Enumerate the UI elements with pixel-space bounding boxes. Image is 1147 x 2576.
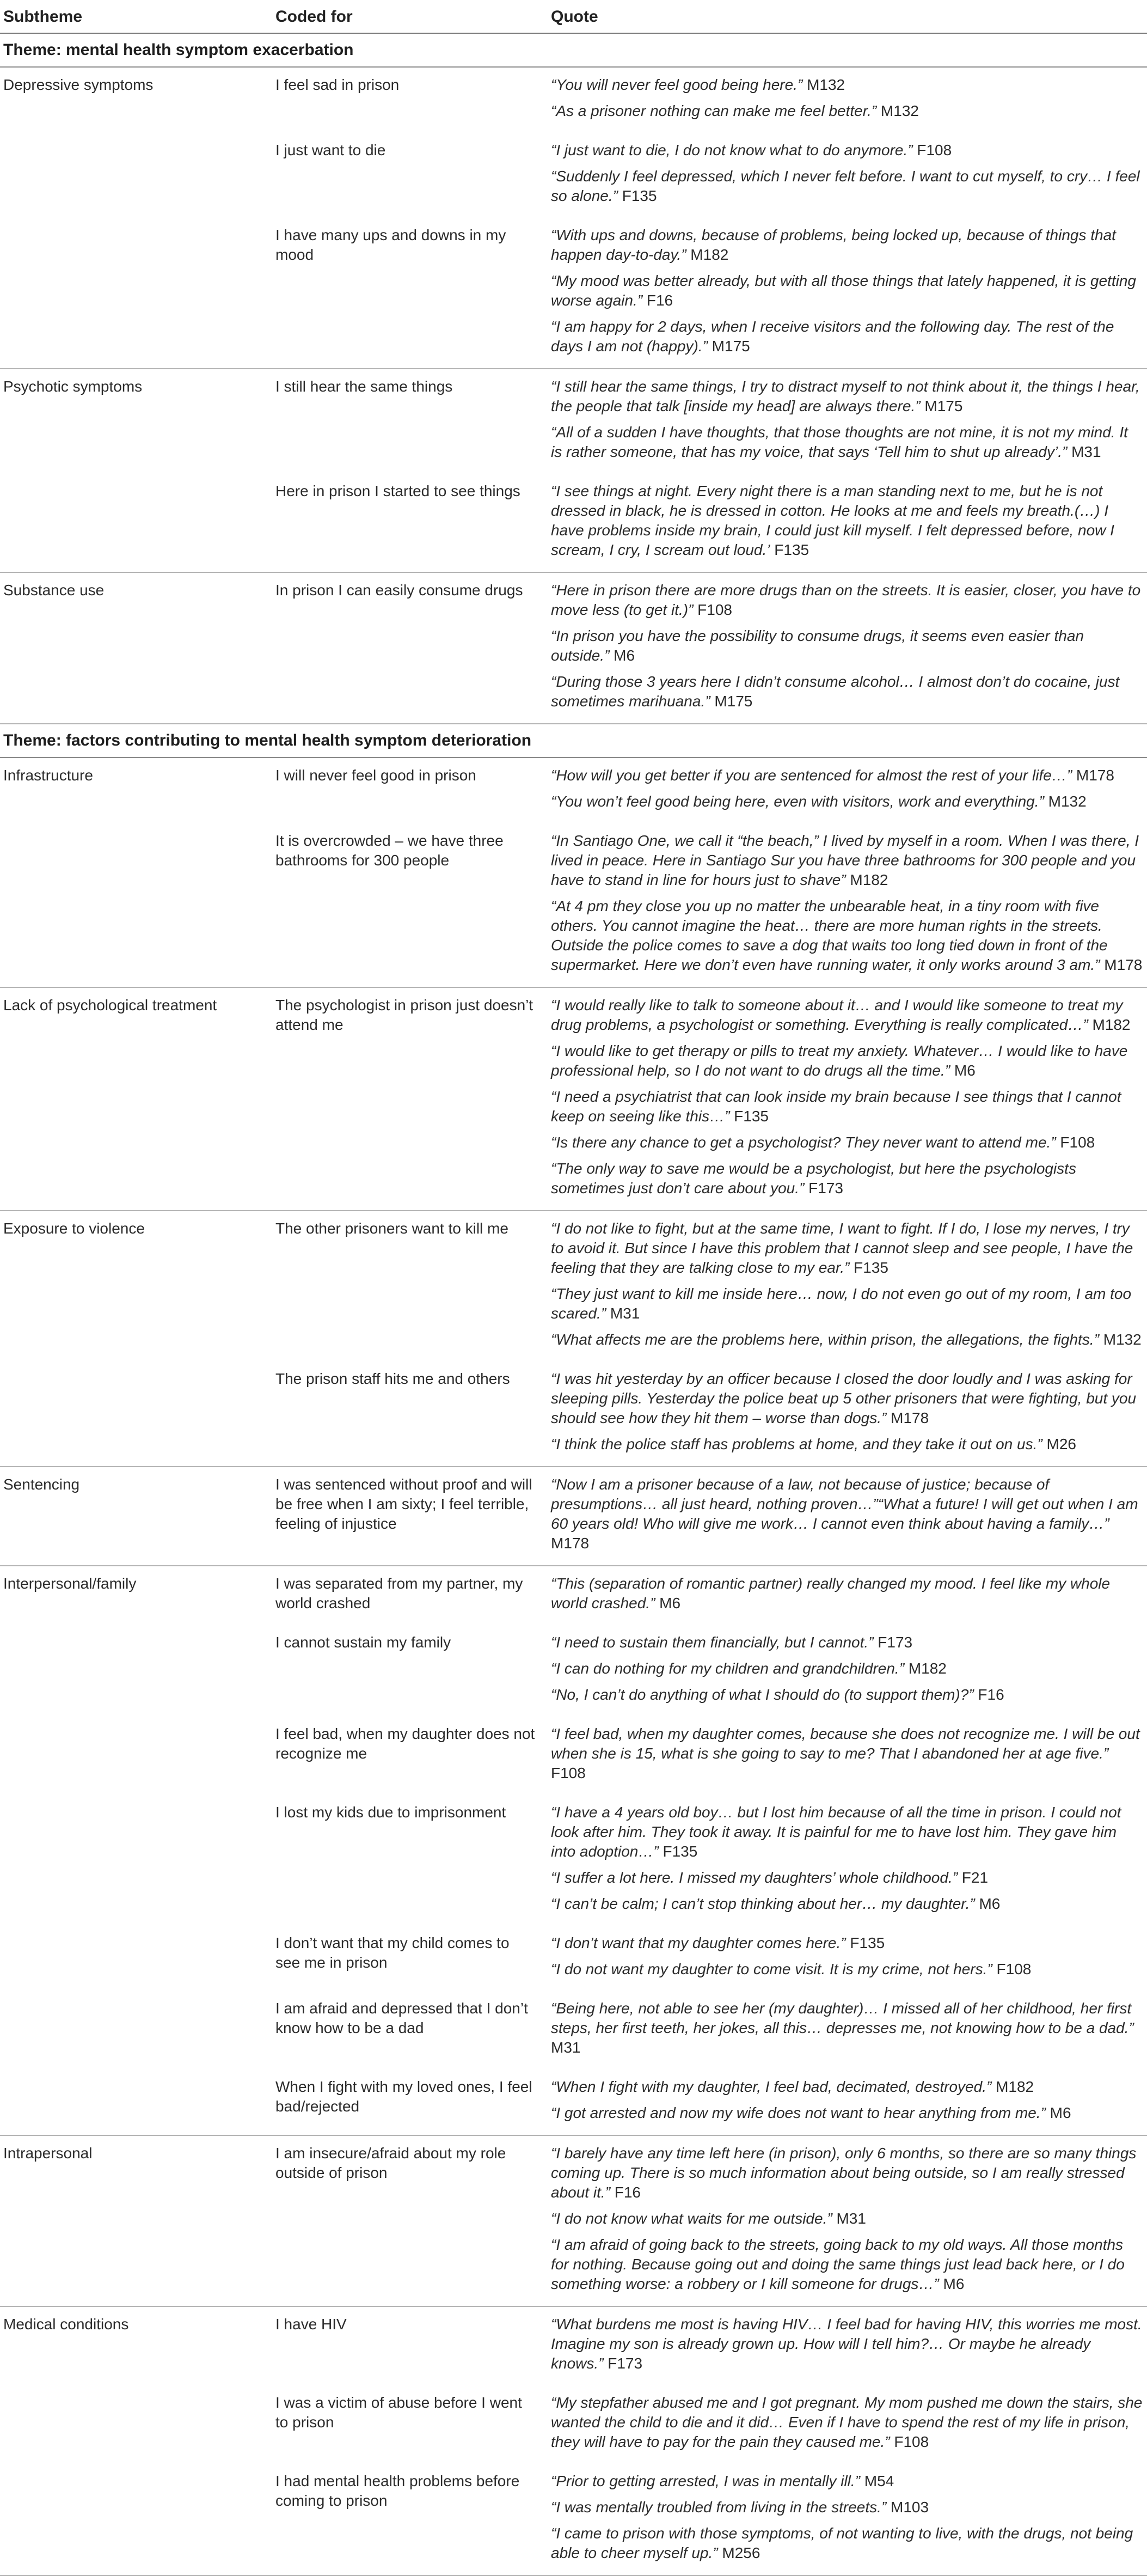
subtheme-name: Psychotic symptoms — [3, 378, 143, 395]
participant-id: F135 — [845, 1934, 885, 1951]
quote-text: “All of a sudden I have thoughts, that those thoughts are not mine, it is not my mind. It is rather someone, that has my voice, that says ‘Tell him to shut up already’.” — [551, 424, 1128, 460]
table-row — [0, 67, 1147, 133]
quote-text: “I am happy for 2 days, when I receive visitors and the following day. The rest of the days I am not (happy).” — [551, 318, 1114, 355]
quote — [551, 225, 1143, 265]
quote — [551, 2144, 1143, 2202]
quote — [551, 1659, 1143, 1678]
quote — [551, 2393, 1143, 2452]
quote-cell — [548, 1566, 1147, 1625]
participant-id: F108 — [992, 1961, 1032, 1977]
quote-cell — [548, 572, 1147, 724]
quote — [551, 1284, 1143, 1323]
coded-for-label: When I fight with my loved ones, I feel bad/rejected — [275, 2078, 532, 2115]
participant-id: F16 — [642, 292, 673, 309]
quote-text: “Is there any chance to get a psychologist? They never want to attend me.” — [551, 1134, 1056, 1151]
quote-text: “Being here, not able to see her (my daughter)… I missed all of her childhood, her first steps, her first teeth, her jokes, all this… depresses me, not knowing how to be a dad.” — [551, 2000, 1134, 2036]
coded-for-cell — [272, 987, 548, 1211]
subtheme-cell — [0, 133, 272, 218]
participant-id: F135 — [617, 187, 657, 204]
table-row — [0, 133, 1147, 218]
coded-for-cell — [272, 1991, 548, 2070]
quote — [551, 1724, 1143, 1783]
participant-id: F108 — [890, 2433, 929, 2450]
quote — [551, 1574, 1143, 1613]
quote — [551, 1369, 1143, 1428]
participant-id: M175 — [710, 693, 753, 710]
quote-cell — [548, 2385, 1147, 2464]
quote — [551, 2471, 1143, 2491]
quote-text: “I have a 4 years old boy… but I lost him because of all the time in prison. I could not look after him. They took it away. It is painful for me to have lost him. They gave him into adoption…” — [551, 1804, 1121, 1860]
coded-for-label: I was a victim of abuse before I went to prison — [275, 2394, 522, 2431]
quote — [551, 481, 1143, 560]
participant-id: F135 — [729, 1108, 769, 1125]
quote — [551, 271, 1143, 310]
subtheme-cell — [0, 1625, 272, 1717]
coded-for-cell — [272, 133, 548, 218]
coded-for-label: I feel sad in prison — [275, 76, 400, 93]
quote-text: “In prison you have the possibility to consume drugs, it seems even easier than outside.” — [551, 627, 1084, 664]
participant-id: M175 — [920, 398, 963, 414]
header-row — [0, 0, 1147, 33]
coded-for-cell — [272, 2464, 548, 2575]
quote-cell — [548, 2464, 1147, 2575]
coded-for-label: I was separated from my partner, my world crashed — [275, 1575, 523, 1611]
participant-id: F21 — [958, 1869, 989, 1886]
quote-cell — [548, 1795, 1147, 1926]
quote — [551, 2103, 1143, 2123]
subtheme-cell — [0, 572, 272, 724]
quote — [551, 2209, 1143, 2229]
quote-text: “I see things at night. Every night there is a man standing next to me, but he is not dressed in black, he is dressed in cotton. He looks at me and feels my breath.(…) I have problems inside my brain, I could just kill myself. I felt depressed before, now I scream, I cry, I scream out loud.’ — [551, 483, 1114, 558]
quote — [551, 1960, 1143, 1979]
subtheme-cell — [0, 2464, 272, 2575]
participant-id: M175 — [707, 338, 750, 355]
coded-for-cell — [272, 2135, 548, 2306]
subtheme-cell — [0, 474, 272, 572]
coded-for-label: I had mental health problems before coming to prison — [275, 2473, 520, 2509]
quote — [551, 1159, 1143, 1198]
table-row — [0, 758, 1147, 823]
participant-id: M54 — [860, 2473, 894, 2489]
coded-for-cell — [272, 572, 548, 724]
coded-for-label: It is overcrowded – we have three bathrooms for 300 people — [275, 832, 504, 869]
participant-id: F173 — [873, 1634, 913, 1651]
participant-id: M6 — [974, 1895, 1001, 1912]
participant-id: M132 — [1099, 1331, 1142, 1348]
coded-for-cell — [272, 369, 548, 474]
coded-for-cell — [272, 1467, 548, 1566]
subtheme-cell — [0, 1795, 272, 1926]
participant-id: M178 — [1072, 767, 1114, 784]
quote — [551, 317, 1143, 356]
quote — [551, 896, 1143, 975]
table-row — [0, 1211, 1147, 1362]
subtheme-name: Medical conditions — [3, 2316, 129, 2333]
quote-cell — [548, 1362, 1147, 1467]
coded-for-label: The prison staff hits me and others — [275, 1370, 510, 1387]
coded-for-label: In prison I can easily consume drugs — [275, 582, 523, 599]
quote-text: “The only way to save me would be a psychologist, but here the psychologists sometimes just don’t care about you.” — [551, 1160, 1076, 1197]
table-body — [0, 33, 1147, 2575]
quote-text: “Suddenly I feel depressed, which I never felt before. I want to cut myself, to cry… I feel so alone.” — [551, 168, 1140, 204]
coded-for-label: I cannot sustain my family — [275, 1634, 451, 1651]
coded-for-cell — [272, 1795, 548, 1926]
participant-id: M132 — [876, 102, 919, 119]
theme-title: Theme: factors contributing to mental health symptom deterioration — [0, 724, 1147, 758]
coded-for-label: Here in prison I started to see things — [275, 483, 520, 499]
quote — [551, 581, 1143, 620]
subtheme-cell — [0, 758, 272, 823]
coded-for-label: I just want to die — [275, 142, 386, 158]
subtheme-cell — [0, 1991, 272, 2070]
quote-text: “What affects me are the problems here, within prison, the allegations, the fights.” — [551, 1331, 1099, 1348]
quote-text: “I do not want my daughter to come visit. It is my crime, not hers.” — [551, 1961, 992, 1977]
subtheme-cell — [0, 1717, 272, 1795]
participant-id: M6 — [950, 1062, 976, 1079]
quote-text: “They just want to kill me inside here… now, I do not even go out of my room, I am too scared.” — [551, 1285, 1132, 1322]
participant-id: M26 — [1042, 1436, 1076, 1452]
quote-text: “How will you get better if you are sentenced for almost the rest of your life…” — [551, 767, 1072, 784]
participant-id: M6 — [1045, 2104, 1071, 2121]
subtheme-cell — [0, 218, 272, 369]
table-row — [0, 218, 1147, 369]
participant-id: M103 — [886, 2499, 929, 2516]
coded-for-label: I feel bad, when my daughter does not recognize me — [275, 1725, 535, 1762]
quote-cell — [548, 1625, 1147, 1717]
quote — [551, 1633, 1143, 1652]
participant-id: M31 — [832, 2210, 866, 2227]
header-coded-for: Coded for — [272, 0, 548, 33]
quote-cell — [548, 1467, 1147, 1566]
quote — [551, 1475, 1143, 1553]
quote-text: “During those 3 years here I didn’t consume alcohol… I almost don’t do cocaine, just sometimes marihuana.” — [551, 673, 1120, 710]
quote — [551, 377, 1143, 416]
participant-id: M182 — [904, 1660, 947, 1677]
quote-cell — [548, 758, 1147, 823]
quote-text: “At 4 pm they close you up no matter the unbearable heat, in a tiny room with five others. You cannot imagine the heat… there are more human rights in the streets. Outside the police comes to save a dog that waits too long tied down in front of the supermarket. Here we don’t even have running water, it only works around 3 am.” — [551, 898, 1108, 973]
table-row — [0, 1625, 1147, 1717]
coded-for-label: I lost my kids due to imprisonment — [275, 1804, 506, 1821]
header-subtheme: Subtheme — [0, 0, 272, 33]
table-row — [0, 1467, 1147, 1566]
table-row — [0, 369, 1147, 474]
quote — [551, 1041, 1143, 1081]
quote — [551, 1868, 1143, 1888]
quote-text: “I still hear the same things, I try to distract myself to not think about it, the things I hear, the people that talk [inside my head] are always there.” — [551, 378, 1140, 414]
table-row — [0, 2070, 1147, 2135]
quote-text: “I am afraid of going back to the streets, going back to my old ways. All those months for nothing. Because going out and doing the same things just lead back here, or I do something worse: a robbery or I kill someone for drugs…” — [551, 2236, 1125, 2292]
quote-text: “My mood was better already, but with all those things that lately happened, it is getting worse again.” — [551, 272, 1136, 309]
quote — [551, 1803, 1143, 1861]
coded-for-cell — [272, 823, 548, 987]
subtheme-cell — [0, 2070, 272, 2135]
participant-id: M6 — [939, 2275, 965, 2292]
participant-id: F135 — [849, 1259, 888, 1276]
subtheme-cell — [0, 1362, 272, 1467]
quote — [551, 2524, 1143, 2563]
quote — [551, 1999, 1143, 2058]
participant-id: M132 — [1044, 793, 1087, 810]
quote-text: “I just want to die, I do not know what to do anymore.” — [551, 142, 913, 158]
quote-cell — [548, 67, 1147, 133]
quote-text: “I can do nothing for my children and grandchildren.” — [551, 1660, 905, 1677]
coded-for-cell — [272, 1362, 548, 1467]
quote — [551, 167, 1143, 206]
quote — [551, 1087, 1143, 1126]
table-row — [0, 1795, 1147, 1926]
quote-text: “I suffer a lot here. I missed my daughters’ whole childhood.” — [551, 1869, 958, 1886]
coded-for-cell — [272, 218, 548, 369]
quote-text: “I feel bad, when my daughter comes, because she does not recognize me. I will be out when she is 15, what is she going to say to me? That I abandoned her at age five.” — [551, 1725, 1140, 1762]
quote-cell — [548, 369, 1147, 474]
coded-for-label: The other prisoners want to kill me — [275, 1220, 508, 1237]
subtheme-cell — [0, 67, 272, 133]
quote-cell — [548, 133, 1147, 218]
quote-text: “You will never feel good being here.” — [551, 76, 803, 93]
coded-for-cell — [272, 1566, 548, 1625]
subtheme-name: Exposure to violence — [3, 1220, 145, 1237]
quote-text: “I came to prison with those symptoms, of not wanting to live, with the drugs, not being able to cheer myself up.” — [551, 2525, 1133, 2561]
quote-text: “I think the police staff has problems at home, and they take it out on us.” — [551, 1436, 1042, 1452]
quote-text: “I need a psychiatrist that can look inside my brain because I see things that I cannot keep on seeing like this…” — [551, 1088, 1121, 1125]
quote-text: “With ups and downs, because of problems, being locked up, because of things that happen day-to-day.” — [551, 227, 1116, 263]
quote — [551, 141, 1143, 160]
subtheme-name: Substance use — [3, 582, 105, 599]
quote — [551, 75, 1143, 95]
coded-for-cell — [272, 1211, 548, 1362]
quote — [551, 672, 1143, 711]
quote — [551, 1434, 1143, 1454]
participant-id: F16 — [610, 2184, 641, 2201]
participant-id: M6 — [609, 647, 635, 664]
coded-for-cell — [272, 2385, 548, 2464]
table-row — [0, 1362, 1147, 1467]
quote-text: “This (separation of romantic partner) really changed my mood. I feel like my whole world crashed.” — [551, 1575, 1111, 1611]
quote-text: “I don’t want that my daughter comes here.” — [551, 1934, 846, 1951]
quote-text: “My stepfather abused me and I got pregnant. My mom pushed me down the stairs, she wanted the child to die and it did… Even if I have to spend the rest of my life in prison, they will have to pay for the pain they caused me.” — [551, 2394, 1143, 2450]
coded-for-label: I still hear the same things — [275, 378, 453, 395]
participant-id: F135 — [658, 1843, 698, 1860]
coded-for-label: I will never feel good in prison — [275, 767, 476, 784]
participant-id: F108 — [693, 601, 733, 618]
coded-for-cell — [272, 758, 548, 823]
coded-for-cell — [272, 2306, 548, 2385]
quote-cell — [548, 1211, 1147, 1362]
theme-row — [0, 33, 1147, 67]
participant-id: F108 — [912, 142, 952, 158]
quote — [551, 1933, 1143, 1953]
quote — [551, 2498, 1143, 2517]
table-row — [0, 474, 1147, 572]
theme-title: Theme: mental health symptom exacerbation — [0, 33, 1147, 67]
table-row — [0, 2464, 1147, 2575]
quote — [551, 1133, 1143, 1152]
coded-for-label: I am insecure/afraid about my role outside of prison — [275, 2145, 506, 2181]
table-row — [0, 1717, 1147, 1795]
quote-text: “I do not know what waits for me outside.” — [551, 2210, 832, 2227]
quote-cell — [548, 474, 1147, 572]
quote-text: “I can’t be calm; I can’t stop thinking about her… my daughter.” — [551, 1895, 975, 1912]
subtheme-cell — [0, 1926, 272, 1991]
coded-for-cell — [272, 1625, 548, 1717]
coded-for-label: I have many ups and downs in my mood — [275, 227, 506, 263]
quote-text: “In Santiago One, we call it “the beach,” I lived by myself in a room. When I was there, I lived in peace. Here in Santiago Sur you have three bathrooms for 300 people and you have to stand in line for hours just to shave” — [551, 832, 1139, 888]
quote-cell — [548, 823, 1147, 987]
quote-text: “I do not like to fight, but at the same time, I want to fight. If I do, I lose my nerves, I try to avoid it. But since I have this problem that I cannot sleep and see people, I have the feeling that they are talking close to my ear.” — [551, 1220, 1133, 1276]
quote — [551, 2315, 1143, 2373]
quote-text: “As a prisoner nothing can make me feel better.” — [551, 102, 877, 119]
subtheme-name: Interpersonal/family — [3, 1575, 137, 1592]
quote-text: “Prior to getting arrested, I was in mentally ill.” — [551, 2473, 860, 2489]
subtheme-cell — [0, 369, 272, 474]
subtheme-name: Depressive symptoms — [3, 76, 154, 93]
participant-id: F173 — [603, 2355, 643, 2372]
participant-id: F16 — [973, 1686, 1004, 1703]
quote-cell — [548, 218, 1147, 369]
quote — [551, 1219, 1143, 1278]
quote-text: “You won’t feel good being here, even with visitors, work and everything.” — [551, 793, 1044, 810]
table-row — [0, 2306, 1147, 2385]
participant-id: M182 — [845, 871, 888, 888]
subtheme-cell — [0, 2135, 272, 2306]
subtheme-name: Infrastructure — [3, 767, 93, 784]
participant-id: M31 — [606, 1305, 640, 1322]
theme-row — [0, 724, 1147, 758]
participant-id: M256 — [717, 2544, 760, 2561]
table-row — [0, 823, 1147, 987]
coded-for-label: I have HIV — [275, 2316, 347, 2333]
participant-id: F135 — [770, 541, 809, 558]
quote-text: “Here in prison there are more drugs than on the streets. It is easier, closer, you have to move less (to get it.)” — [551, 582, 1141, 618]
participant-id: M178 — [551, 1535, 590, 1552]
quote-text: “I would like to get therapy or pills to treat my anxiety. Whatever… I would like to have professional help, so I do not want to do drugs all the time.” — [551, 1042, 1128, 1079]
quote-cell — [548, 987, 1147, 1211]
quote-text: “When I fight with my daughter, I feel bad, decimated, destroyed.” — [551, 2078, 992, 2095]
table-row — [0, 1991, 1147, 2070]
subtheme-cell — [0, 2385, 272, 2464]
quote-cell — [548, 1717, 1147, 1795]
subtheme-cell — [0, 1211, 272, 1362]
table-row — [0, 2385, 1147, 2464]
participant-id: M31 — [551, 2039, 581, 2056]
quote-text: “I got arrested and now my wife does not want to hear anything from me.” — [551, 2104, 1046, 2121]
participant-id: M132 — [802, 76, 845, 93]
subtheme-cell — [0, 987, 272, 1211]
participant-id: F108 — [551, 1765, 586, 1781]
table-row — [0, 1926, 1147, 1991]
participant-id: F173 — [804, 1180, 843, 1197]
participant-id: M182 — [991, 2078, 1034, 2095]
participant-id: M31 — [1067, 443, 1101, 460]
table-row — [0, 987, 1147, 1211]
quote-text: “No, I can’t do anything of what I should do (to support them)?” — [551, 1686, 974, 1703]
quote — [551, 1685, 1143, 1705]
coded-for-label: I am afraid and depressed that I don’t know how to be a dad — [275, 2000, 528, 2036]
quote-text: “I was mentally troubled from living in the streets.” — [551, 2499, 887, 2516]
coded-for-cell — [272, 1717, 548, 1795]
quote — [551, 2235, 1143, 2294]
quote-text: “Now I am a prisoner because of a law, not because of justice; because of presumptions… all just heard, nothing proven…”“What a future! I will get out when I am 60 years old! Who will give me work… I cannot even think about having a family…” — [551, 1476, 1138, 1532]
quote — [551, 996, 1143, 1035]
table-row — [0, 572, 1147, 724]
quote — [551, 831, 1143, 890]
quote — [551, 423, 1143, 462]
quote-text: “I barely have any time left here (in prison), only 6 months, so there are so many things coming up. There is so much information about being outside, so I am really stressed about it.” — [551, 2145, 1137, 2201]
coded-for-label: I was sentenced without proof and will be free when I am sixty; I feel terrible, feeling of injustice — [275, 1476, 532, 1532]
participant-id: M6 — [655, 1595, 681, 1611]
subtheme-name: Lack of psychological treatment — [3, 997, 217, 1014]
quote — [551, 766, 1143, 785]
coded-for-cell — [272, 2070, 548, 2135]
quote-cell — [548, 2135, 1147, 2306]
quote — [551, 1330, 1143, 1350]
quote-cell — [548, 2070, 1147, 2135]
coded-for-label: I don’t want that my child comes to see me in prison — [275, 1934, 510, 1971]
participant-id: M178 — [886, 1409, 929, 1426]
table-row — [0, 2135, 1147, 2306]
quote-text: “I was hit yesterday by an officer because I closed the door loudly and I was asking for sleeping pills. Yesterday the police beat up 5 other prisoners that were fighting, but you should see how they hit them – worse than dogs.” — [551, 1370, 1137, 1426]
participant-id: M178 — [1100, 956, 1143, 973]
quote-text: “What burdens me most is having HIV… I feel bad for having HIV, this worries me most. Imagine my son is already grown up. How will I tell him?… Or maybe he already knows.” — [551, 2316, 1142, 2372]
participant-id: M182 — [1088, 1016, 1131, 1033]
quote — [551, 1894, 1143, 1914]
quote-text: “I would really like to talk to someone about it… and I would like someone to treat my drug problems, a psychologist or something. Everything is really complicated…” — [551, 997, 1123, 1033]
quote-text: “I need to sustain them financially, but I cannot.” — [551, 1634, 874, 1651]
quote-cell — [548, 1991, 1147, 2070]
coded-for-cell — [272, 67, 548, 133]
header-quote: Quote — [548, 0, 1147, 33]
quote-cell — [548, 2306, 1147, 2385]
subtheme-cell — [0, 823, 272, 987]
subtheme-name: Intrapersonal — [3, 2145, 93, 2162]
coded-for-cell — [272, 474, 548, 572]
quote — [551, 2077, 1143, 2097]
coded-for-label: The psychologist in prison just doesn’t attend me — [275, 997, 533, 1033]
participant-id: F108 — [1056, 1134, 1095, 1151]
subtheme-cell — [0, 1566, 272, 1625]
subtheme-name: Sentencing — [3, 1476, 80, 1493]
table-row — [0, 1566, 1147, 1625]
subtheme-cell — [0, 2306, 272, 2385]
quote — [551, 101, 1143, 121]
quote — [551, 792, 1143, 811]
quote — [551, 626, 1143, 666]
participant-id: M182 — [686, 246, 729, 263]
coded-for-cell — [272, 1926, 548, 1991]
subtheme-cell — [0, 1467, 272, 1566]
quote-cell — [548, 1926, 1147, 1991]
